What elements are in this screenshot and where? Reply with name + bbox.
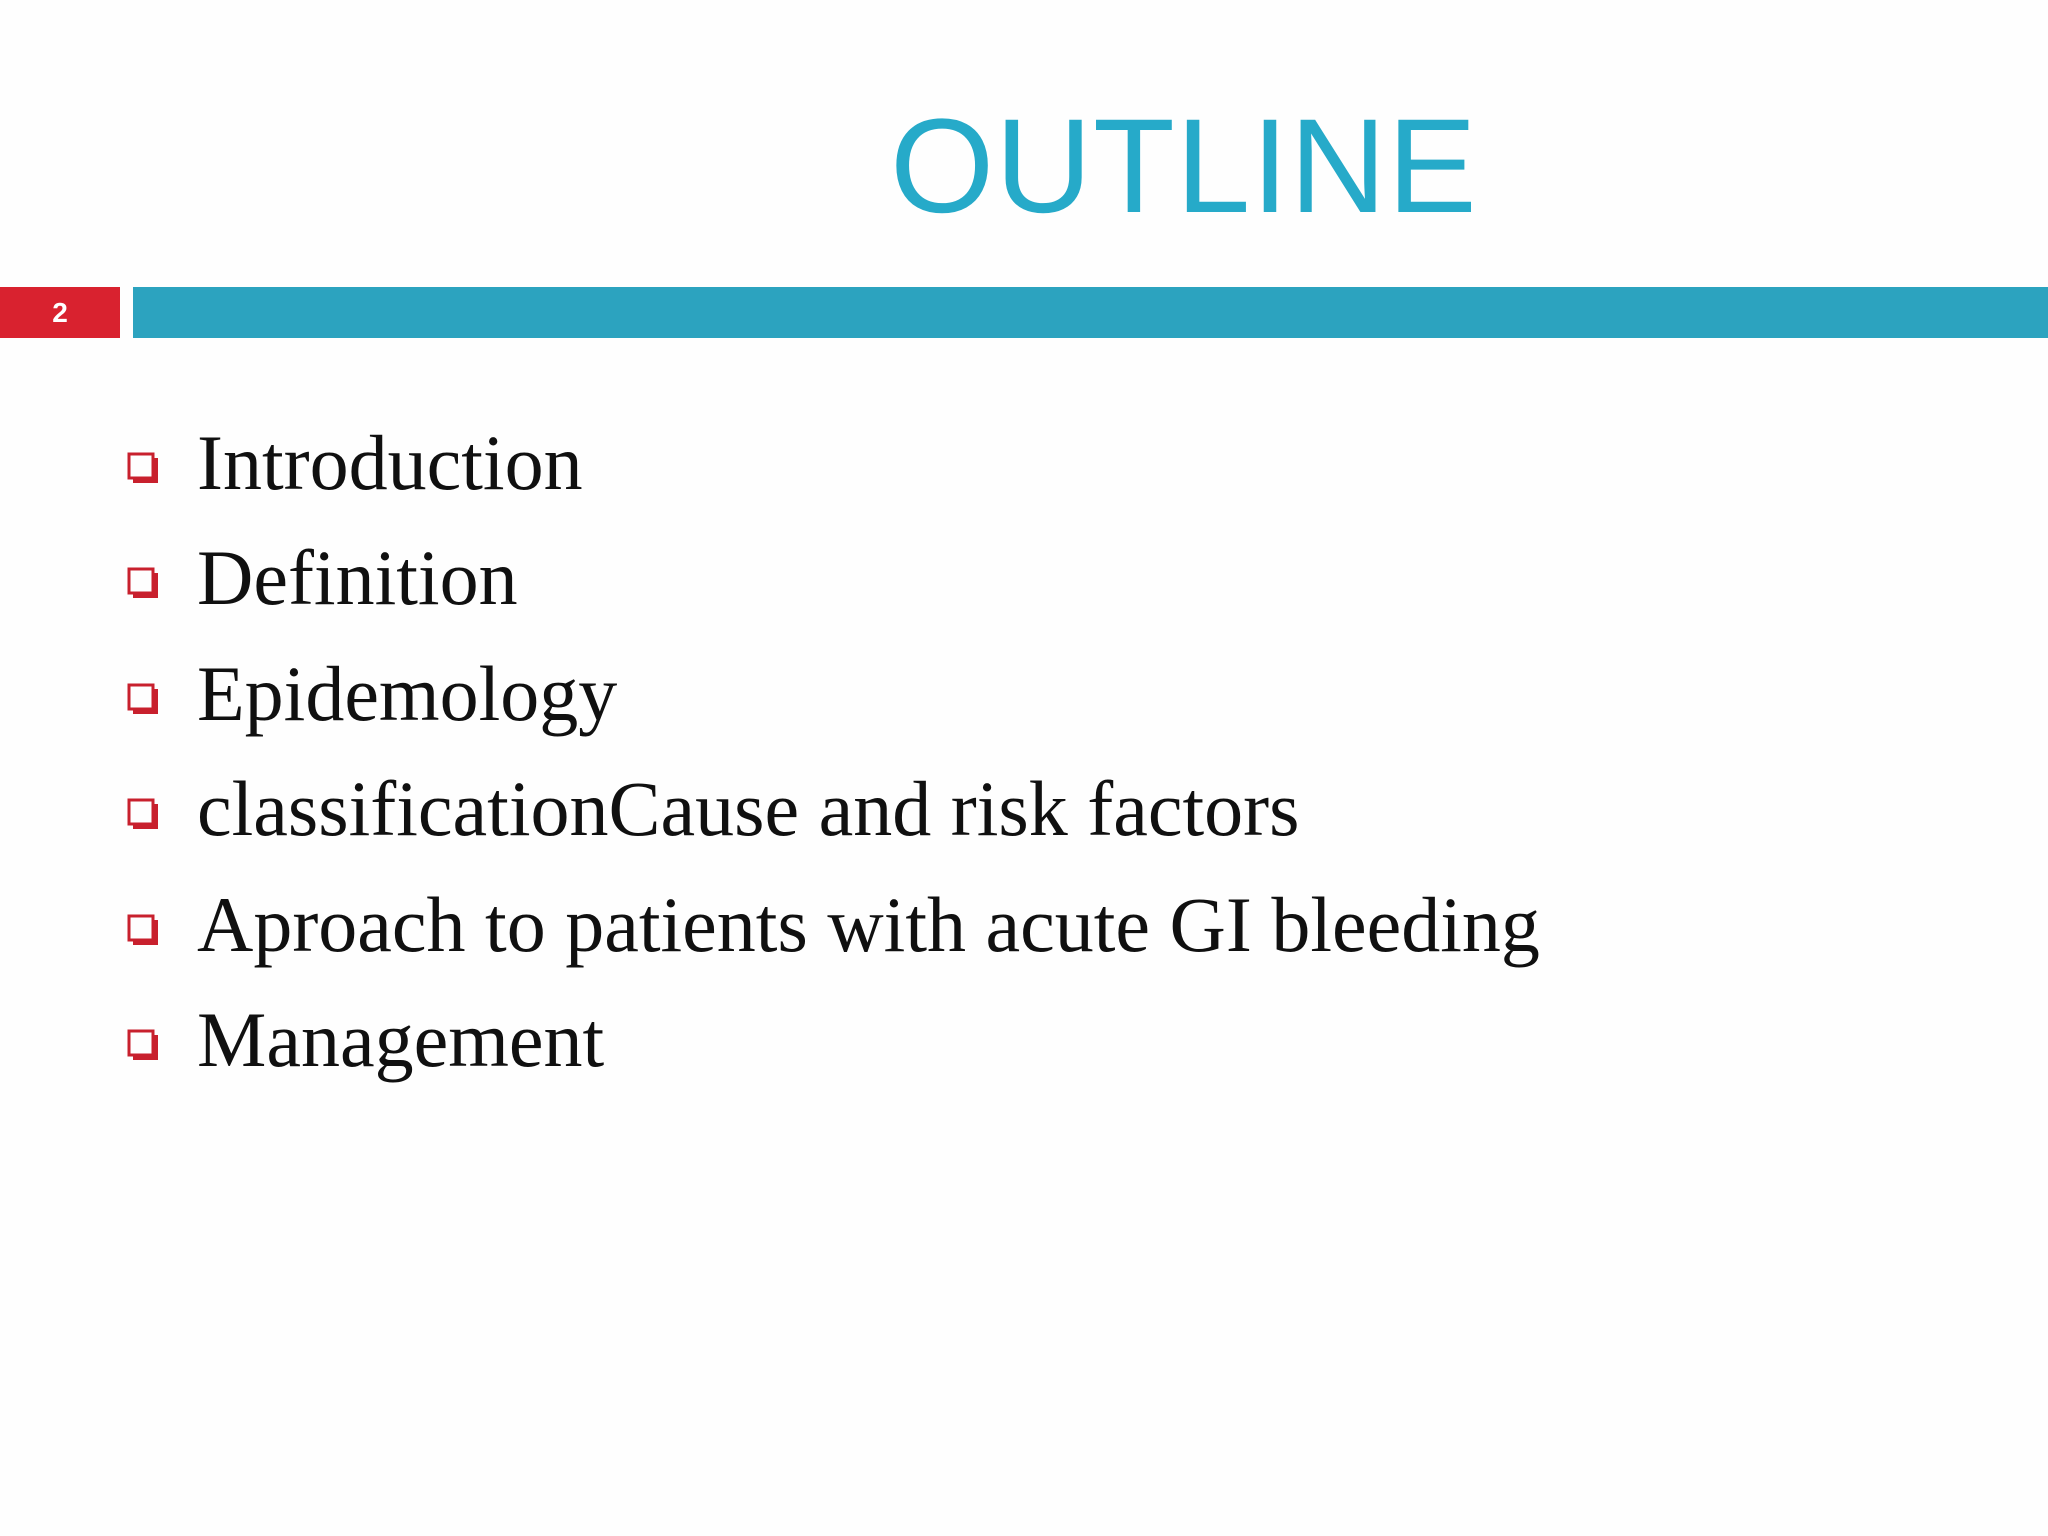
outline-item-label: classificationCause and risk factors — [197, 765, 1300, 853]
outline-item — [127, 752, 1927, 868]
outline-list — [127, 405, 1927, 1098]
outline-item-label: Introduction — [197, 418, 583, 506]
hollow-square-bullet-icon — [127, 683, 161, 717]
slide-title: OUTLINE — [890, 92, 1478, 241]
hollow-square-bullet-icon — [127, 1029, 161, 1063]
outline-item — [127, 636, 1927, 752]
slide-number-badge — [0, 287, 120, 338]
slide-number: 2 — [52, 296, 68, 328]
outline-item — [127, 983, 1927, 1099]
outline-item-label: Epidemology — [197, 649, 618, 737]
outline-item — [127, 867, 1927, 983]
outline-item — [127, 521, 1927, 637]
outline-item — [127, 405, 1927, 521]
hollow-square-bullet-icon — [127, 452, 161, 486]
hollow-square-bullet-icon — [127, 914, 161, 948]
outline-item-label: Definition — [197, 534, 518, 622]
hollow-square-bullet-icon — [127, 567, 161, 601]
title-accent-bar — [133, 287, 2048, 338]
hollow-square-bullet-icon — [127, 798, 161, 832]
outline-item-label: Aproach to patients with acute GI bleeding — [197, 880, 1540, 968]
outline-item-label: Management — [197, 996, 605, 1084]
